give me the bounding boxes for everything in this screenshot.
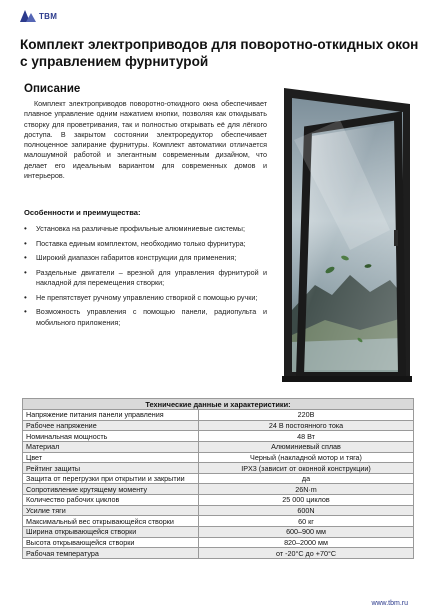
spec-value: 220В bbox=[199, 410, 414, 421]
spec-label: Цвет bbox=[23, 452, 199, 463]
spec-value: 48 Вт bbox=[199, 431, 414, 442]
spec-value: 820–2000 мм bbox=[199, 537, 414, 548]
spec-value: IPX3 (зависит от оконной конструкции) bbox=[199, 463, 414, 474]
spec-label: Рабочая температура bbox=[23, 548, 199, 559]
table-header-row bbox=[23, 399, 414, 410]
table-row bbox=[23, 505, 414, 516]
spec-value: 24 В постоянного тока bbox=[199, 420, 414, 431]
spec-value: 26N·m bbox=[199, 484, 414, 495]
spec-label: Максимальный вес открывающейся створки bbox=[23, 516, 199, 527]
spec-label: Рейтинг защиты bbox=[23, 463, 199, 474]
spec-value: от -20°С до +70°С bbox=[199, 548, 414, 559]
features-list bbox=[24, 224, 267, 332]
spec-label: Количество рабочих циклов bbox=[23, 495, 199, 506]
description-heading: Описание bbox=[24, 83, 81, 95]
table-row bbox=[23, 548, 414, 559]
table-row bbox=[23, 463, 414, 474]
brand-logo-icon bbox=[20, 10, 36, 22]
spec-value: 60 кг bbox=[199, 516, 414, 527]
table-row bbox=[23, 420, 414, 431]
window-product-image bbox=[270, 80, 420, 390]
specs-table bbox=[22, 398, 414, 559]
spec-label: Номинальная мощность bbox=[23, 431, 199, 442]
feature-item: • Возможность управления с помощью панели, радиопульта и мобильного приложения; bbox=[24, 307, 267, 328]
description-text: Комплект электроприводов поворотно-откидного окна обеспечивает плавное управление одним нажатием кнопки, позволяя как откидывать створку для проветривания, так и полностью открывать её для лёгкого доступа. В закрытом состоянии электроредуктор обеспечивает полноценное запирание фурнитуры. Комплект автоматики отличается малошумной работой и элегантным современным дизайном, что делает его идеальным вариантом для современных домов и интерьеров. bbox=[24, 99, 267, 181]
specs-heading: Технические данные и характеристики: bbox=[23, 399, 414, 410]
table-row bbox=[23, 431, 414, 442]
feature-item: • Установка на различные профильные алюминиевые системы; bbox=[24, 224, 267, 234]
spec-value: 600N bbox=[199, 505, 414, 516]
table-row bbox=[23, 495, 414, 506]
spec-label: Сопротивление крутящему моменту bbox=[23, 484, 199, 495]
feature-item: • Поставка единым комплектом, необходимо только фурнитура; bbox=[24, 239, 267, 249]
brand-logo bbox=[20, 10, 57, 22]
spec-value: Черный (накладной мотор и тяга) bbox=[199, 452, 414, 463]
spec-value: 25 000 циклов bbox=[199, 495, 414, 506]
table-row bbox=[23, 473, 414, 484]
feature-item: • Раздельные двигатели – врезной для управления фурнитурой и накладной для перемещения створки; bbox=[24, 268, 267, 289]
window-handle bbox=[394, 230, 398, 246]
page-title: Комплект электроприводов для поворотно-откидных окон с управлением фурнитурой bbox=[20, 37, 419, 69]
table-row bbox=[23, 410, 414, 421]
feature-item: • Широкий диапазон габаритов конструкции для применения; bbox=[24, 253, 267, 263]
table-row bbox=[23, 441, 414, 452]
brand-logo-text: TBM bbox=[39, 11, 58, 21]
spec-label: Ширина открывающейся створки bbox=[23, 527, 199, 538]
feature-item: • Не препятствует ручному управлению створкой с помощью ручки; bbox=[24, 293, 267, 303]
spec-value: 600–900 мм bbox=[199, 527, 414, 538]
table-row bbox=[23, 527, 414, 538]
table-row bbox=[23, 537, 414, 548]
spec-label: Защита от перегрузки при открытии и закрытии bbox=[23, 473, 199, 484]
window-sill bbox=[282, 376, 412, 382]
spec-label: Рабочее напряжение bbox=[23, 420, 199, 431]
footer-website-link[interactable]: www.tbm.ru bbox=[371, 600, 408, 607]
spec-value: да bbox=[199, 473, 414, 484]
table-row bbox=[23, 452, 414, 463]
spec-label: Высота открывающейся створки bbox=[23, 537, 199, 548]
spec-label: Материал bbox=[23, 441, 199, 452]
table-row bbox=[23, 484, 414, 495]
features-heading: Особенности и преимущества: bbox=[24, 208, 141, 217]
spec-value: Алюминиевый сплав bbox=[199, 441, 414, 452]
spec-label: Напряжение питания панели управления bbox=[23, 410, 199, 421]
spec-label: Усилие тяги bbox=[23, 505, 199, 516]
table-row bbox=[23, 516, 414, 527]
